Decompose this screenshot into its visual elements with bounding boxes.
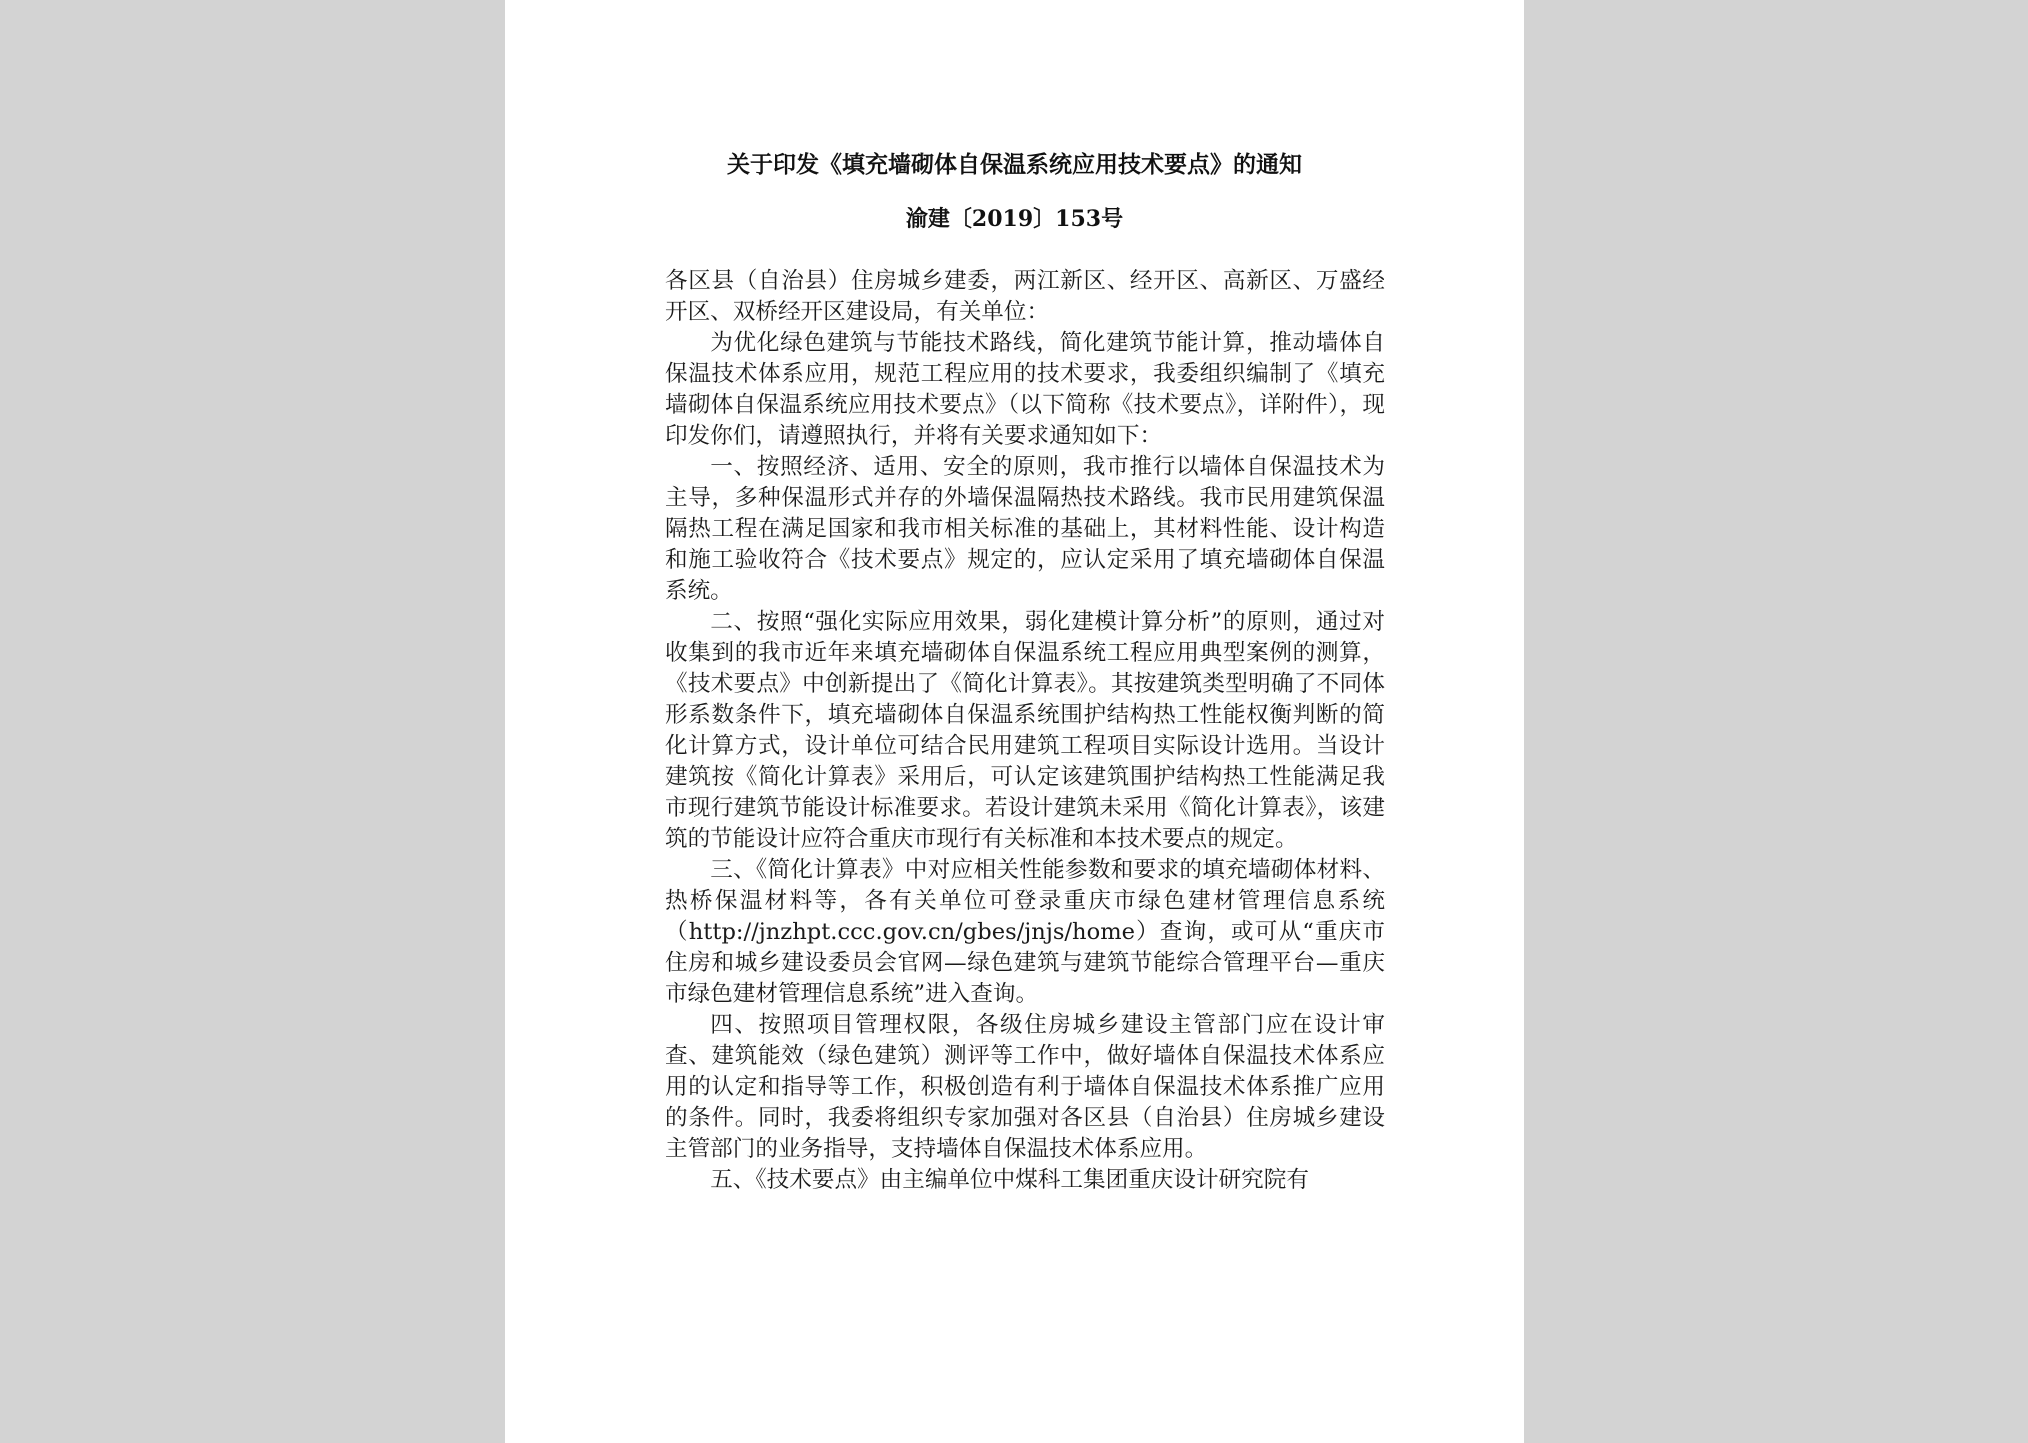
body-paragraph: 三、《简化计算表》中对应相关性能参数和要求的填充墙砌体材料、热桥保温材料等，各有关单位可登录重庆市绿色建材管理信息系统（http://jnzhpt.ccc.gov.cn/gbes/jnjs/home）查询，或可从“重庆市住房和城乡建设委员会官网—绿色建筑与建筑节能综合管理平台—重庆市绿色建材管理信息系统”进入查询。 — [665, 857, 1385, 1007]
document-title: 关于印发《填充墙砌体自保温系统应用技术要点》的通知 — [727, 151, 1302, 178]
document-number: 渝建〔2019〕153号 — [905, 206, 1124, 232]
body-paragraph: 四、按照项目管理权限，各级住房城乡建设主管部门应在设计审查、建筑能效（绿色建筑）测评等工作中，做好墙体自保温技术体系应用的认定和指导等工作，积极创造有利于墙体自保温技术体系推广应用的条件。同时，我委将组织专家加强对各区县（自治县）住房城乡建设主管部门的业务指导，支持墙体自保温技术体系应用。 — [665, 1012, 1385, 1162]
body-paragraph: 二、按照“强化实际应用效果，弱化建模计算分析”的原则，通过对收集到的我市近年来填充墙砌体自保温系统工程应用典型案例的测算，《技术要点》中创新提出了《简化计算表》。其按建筑类型明确了不同体形系数条件下，填充墙砌体自保温系统围护结构热工性能权衡判断的简化计算方式，设计单位可结合民用建筑工程项目实际设计选用。当设计建筑按《简化计算表》采用后，可认定该建筑围护结构热工性能满足我市现行建筑节能设计标准要求。若设计建筑未采用《简化计算表》，该建筑的节能设计应符合重庆市现行有关标准和本技术要点的规定。 — [665, 609, 1385, 852]
addressee-paragraph: 各区县（自治县）住房城乡建委，两江新区、经开区、高新区、万盛经开区、双桥经开区建设局，有关单位： — [665, 268, 1385, 325]
body-paragraph: 为优化绿色建筑与节能技术路线，简化建筑节能计算，推动墙体自保温技术体系应用，规范工程应用的技术要求，我委组织编制了《填充墙砌体自保温系统应用技术要点》（以下简称《技术要点》，详附件），现印发你们，请遵照执行，并将有关要求通知如下： — [665, 330, 1385, 449]
body-paragraph: 五、《技术要点》由主编单位中煤科工集团重庆设计研究院有 — [710, 1167, 1309, 1193]
body-paragraph: 一、按照经济、适用、安全的原则，我市推行以墙体自保温技术为主导，多种保温形式并存的外墙保温隔热技术路线。我市民用建筑保温隔热工程在满足国家和我市相关标准的基础上，其材料性能、设计构造和施工验收符合《技术要点》规定的，应认定采用了填充墙砌体自保温系统。 — [665, 454, 1385, 604]
document-page — [505, 0, 1524, 1443]
document-body — [665, 266, 1385, 1196]
